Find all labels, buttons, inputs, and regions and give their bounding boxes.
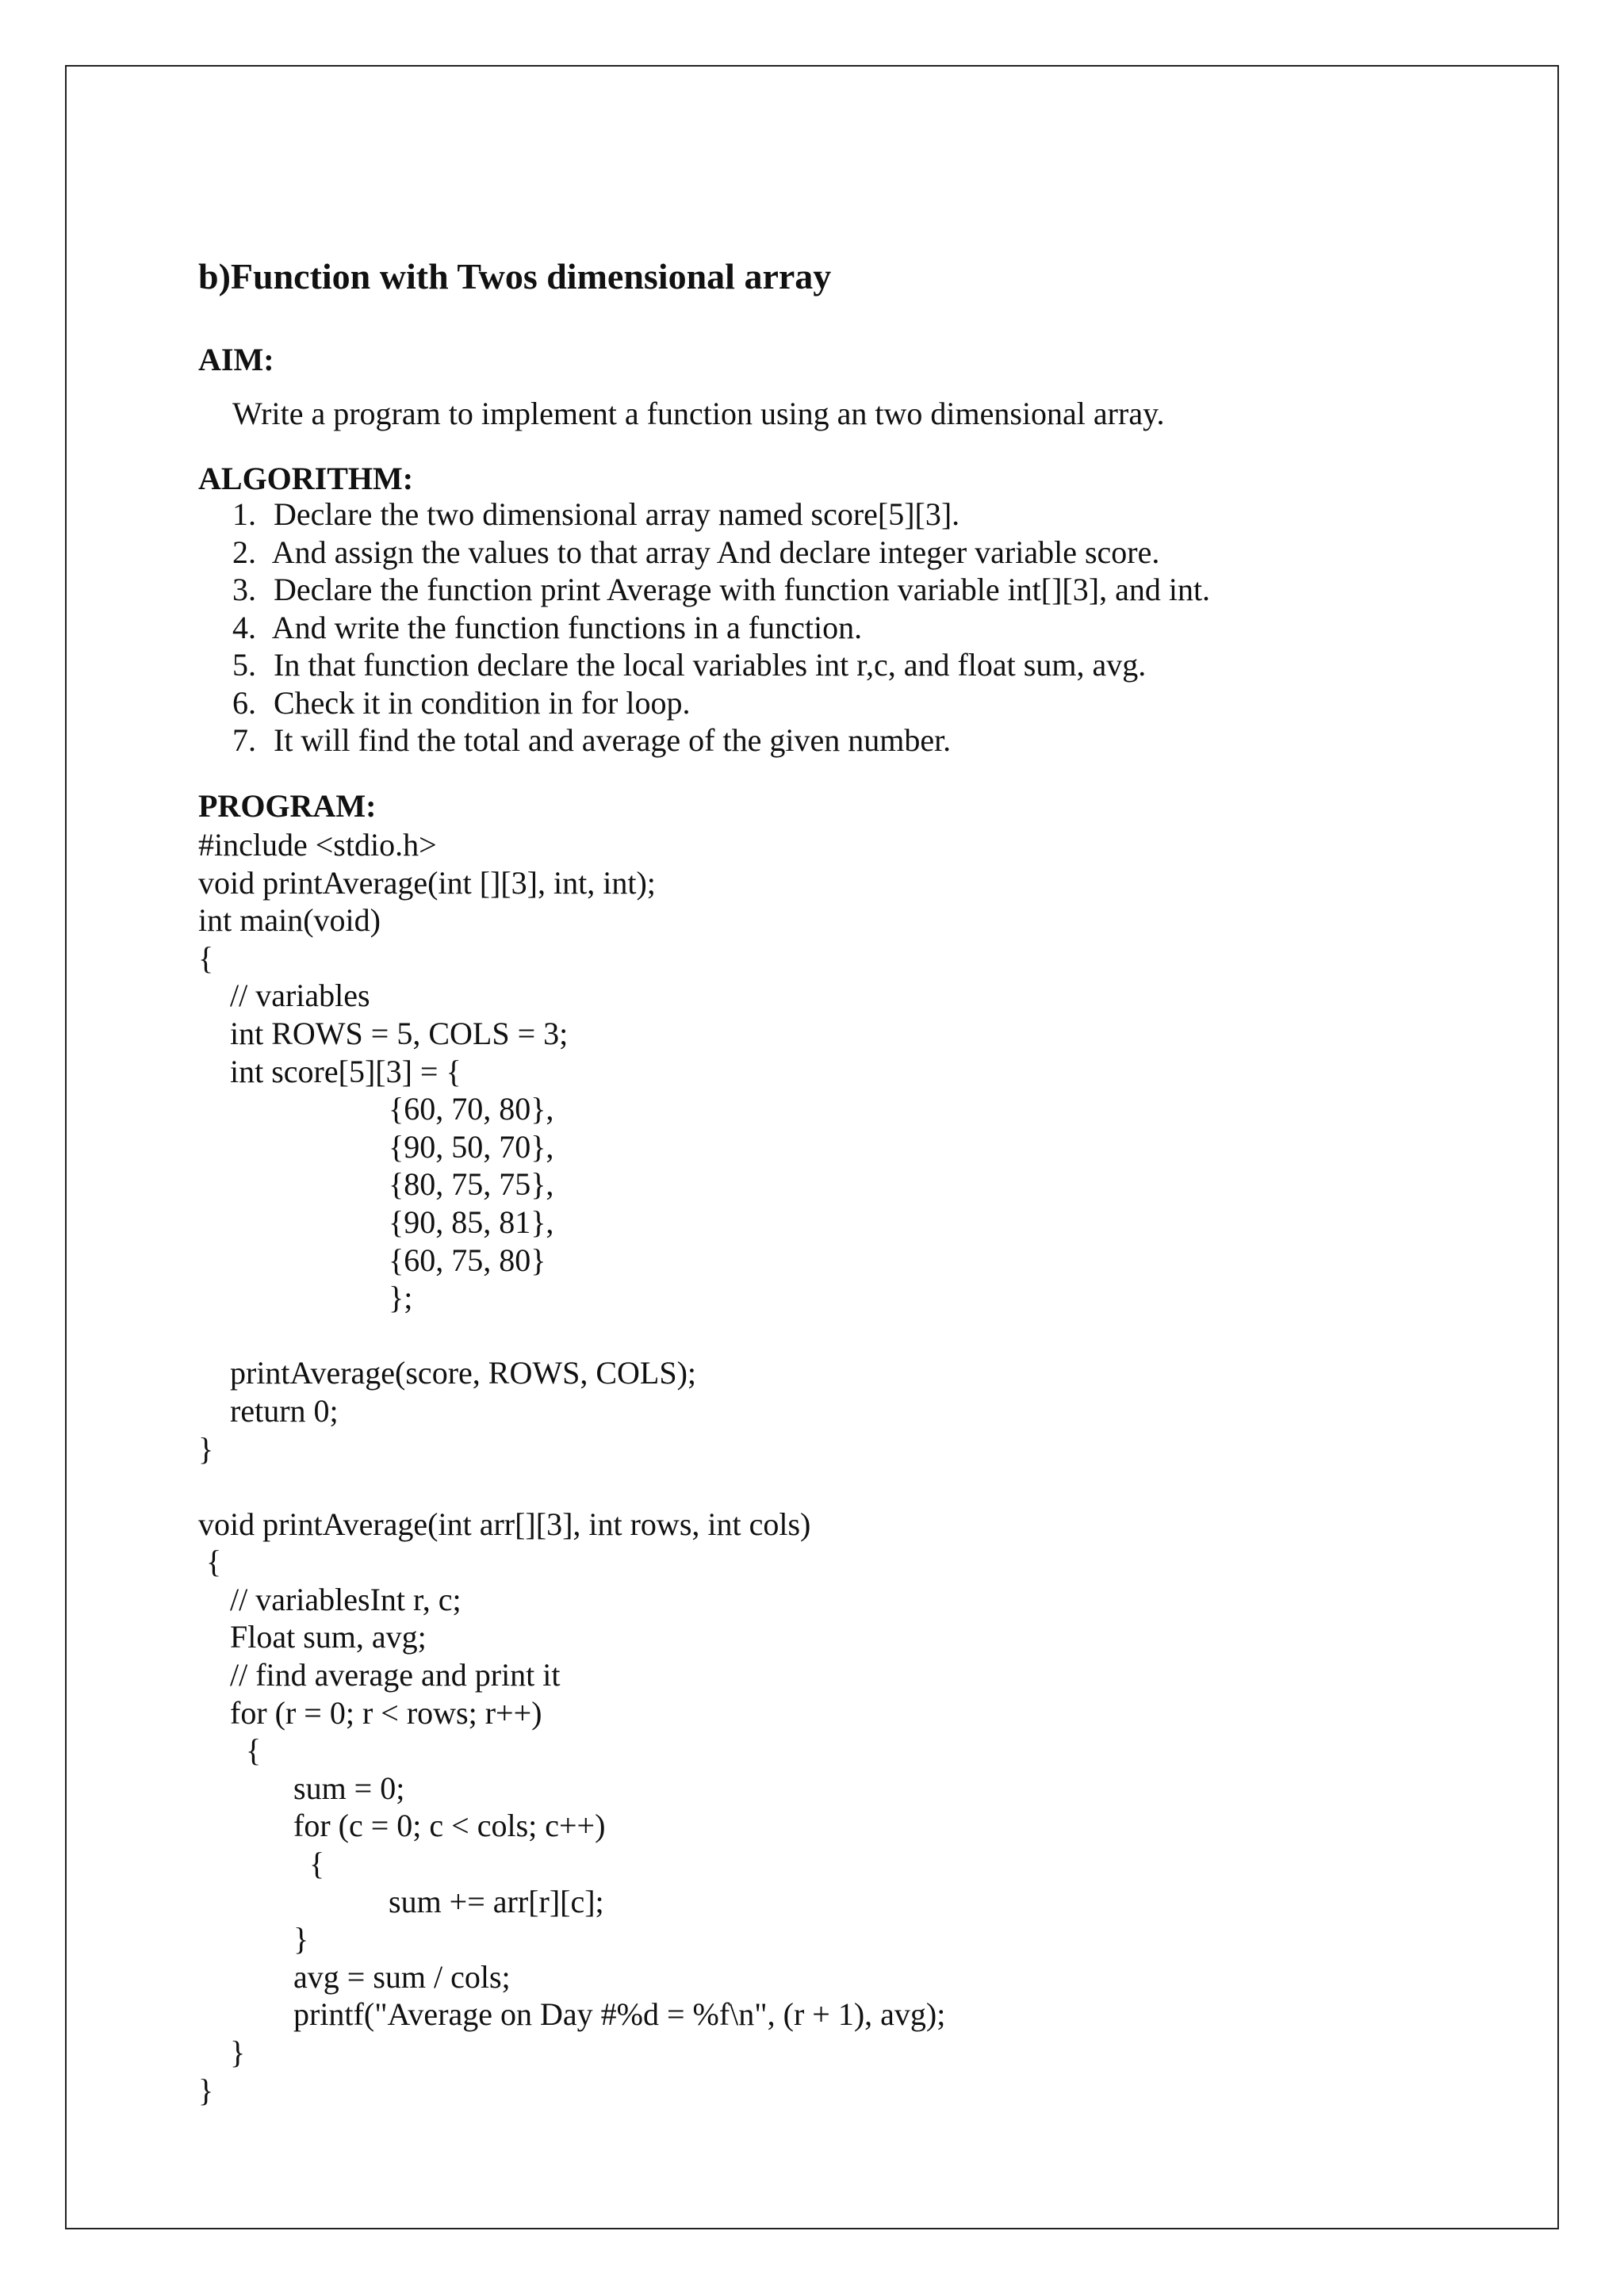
algorithm-step xyxy=(232,646,1210,684)
code-line: avg = sum / cols; xyxy=(198,1958,511,1995)
code-line: {60, 70, 80}, xyxy=(198,1091,554,1127)
code-line: // variables xyxy=(198,978,370,1014)
step-number: 1. xyxy=(232,496,256,532)
code-line: for (c = 0; c < cols; c++) xyxy=(198,1808,606,1844)
step-text: Declare the two dimensional array named score[5][3]. xyxy=(274,496,960,532)
code-line: return 0; xyxy=(198,1392,339,1429)
step-text: And write the function functions in a function. xyxy=(271,609,863,645)
algorithm-step xyxy=(232,496,1210,534)
step-number: 5. xyxy=(232,647,256,683)
algorithm-step xyxy=(232,534,1210,572)
algorithm-steps xyxy=(232,496,1210,760)
code-line: void printAverage(int [][3], int, int); xyxy=(198,864,656,901)
code-line: printf("Average on Day #%d = %f\n", (r + 1), avg); xyxy=(198,1996,946,2033)
step-text: It will find the total and average of the given number. xyxy=(274,722,952,758)
step-number: 3. xyxy=(232,572,256,607)
code-line: Float sum, avg; xyxy=(198,1619,427,1655)
code-line: int ROWS = 5, COLS = 3; xyxy=(198,1015,569,1051)
code-line: sum += arr[r][c]; xyxy=(198,1883,604,1919)
code-line: // variablesInt r, c; xyxy=(198,1581,462,1617)
code-line xyxy=(198,1317,945,1355)
step-number: 4. xyxy=(232,609,256,645)
step-text: And assign the values to that array And declare integer variable score. xyxy=(271,534,1160,570)
code-line: sum = 0; xyxy=(198,1770,405,1806)
step-number: 7. xyxy=(232,722,256,758)
code-line: {90, 85, 81}, xyxy=(198,1203,554,1240)
step-text: Declare the function print Average with function variable int[][3], and int. xyxy=(274,572,1211,607)
algorithm-step xyxy=(232,684,1210,722)
algorithm-step xyxy=(232,721,1210,760)
code-line: { xyxy=(198,1846,325,1882)
section-title: b)Function with Twos dimensional array xyxy=(198,256,832,297)
program-heading: PROGRAM: xyxy=(198,788,377,824)
code-line: { xyxy=(198,1732,262,1769)
code-line: {60, 75, 80} xyxy=(198,1242,546,1278)
code-line: } xyxy=(198,2072,214,2108)
code-line: printAverage(score, ROWS, COLS); xyxy=(198,1355,697,1391)
code-line: } xyxy=(198,1430,214,1467)
code-line: } xyxy=(198,1921,309,1957)
code-line: }; xyxy=(198,1280,413,1316)
step-text: Check it in condition in for loop. xyxy=(274,684,691,721)
code-line: } xyxy=(198,2034,246,2070)
algorithm-step xyxy=(232,571,1210,609)
algorithm-heading: ALGORITHM: xyxy=(198,461,414,496)
code-line: void printAverage(int arr[][3], int rows, int cols) xyxy=(198,1506,811,1542)
step-number: 6. xyxy=(232,684,256,721)
code-line: int main(void) xyxy=(198,902,381,939)
program-code xyxy=(198,826,945,2109)
code-line: { xyxy=(198,939,214,976)
code-line: int score[5][3] = { xyxy=(198,1053,462,1089)
code-line: { xyxy=(198,1544,222,1580)
step-number: 2. xyxy=(232,534,256,570)
aim-heading: AIM: xyxy=(198,342,274,377)
code-line: for (r = 0; r < rows; r++) xyxy=(198,1694,542,1731)
code-line xyxy=(198,1468,945,1506)
code-line: {80, 75, 75}, xyxy=(198,1166,554,1203)
code-line: #include <stdio.h> xyxy=(198,827,437,863)
aim-text: Write a program to implement a function using an two dimensional array. xyxy=(232,396,1165,431)
code-line: {90, 50, 70}, xyxy=(198,1128,554,1165)
algorithm-step xyxy=(232,609,1210,647)
code-line: // find average and print it xyxy=(198,1657,561,1693)
step-text: In that function declare the local variables int r,c, and float sum, avg. xyxy=(274,647,1147,683)
